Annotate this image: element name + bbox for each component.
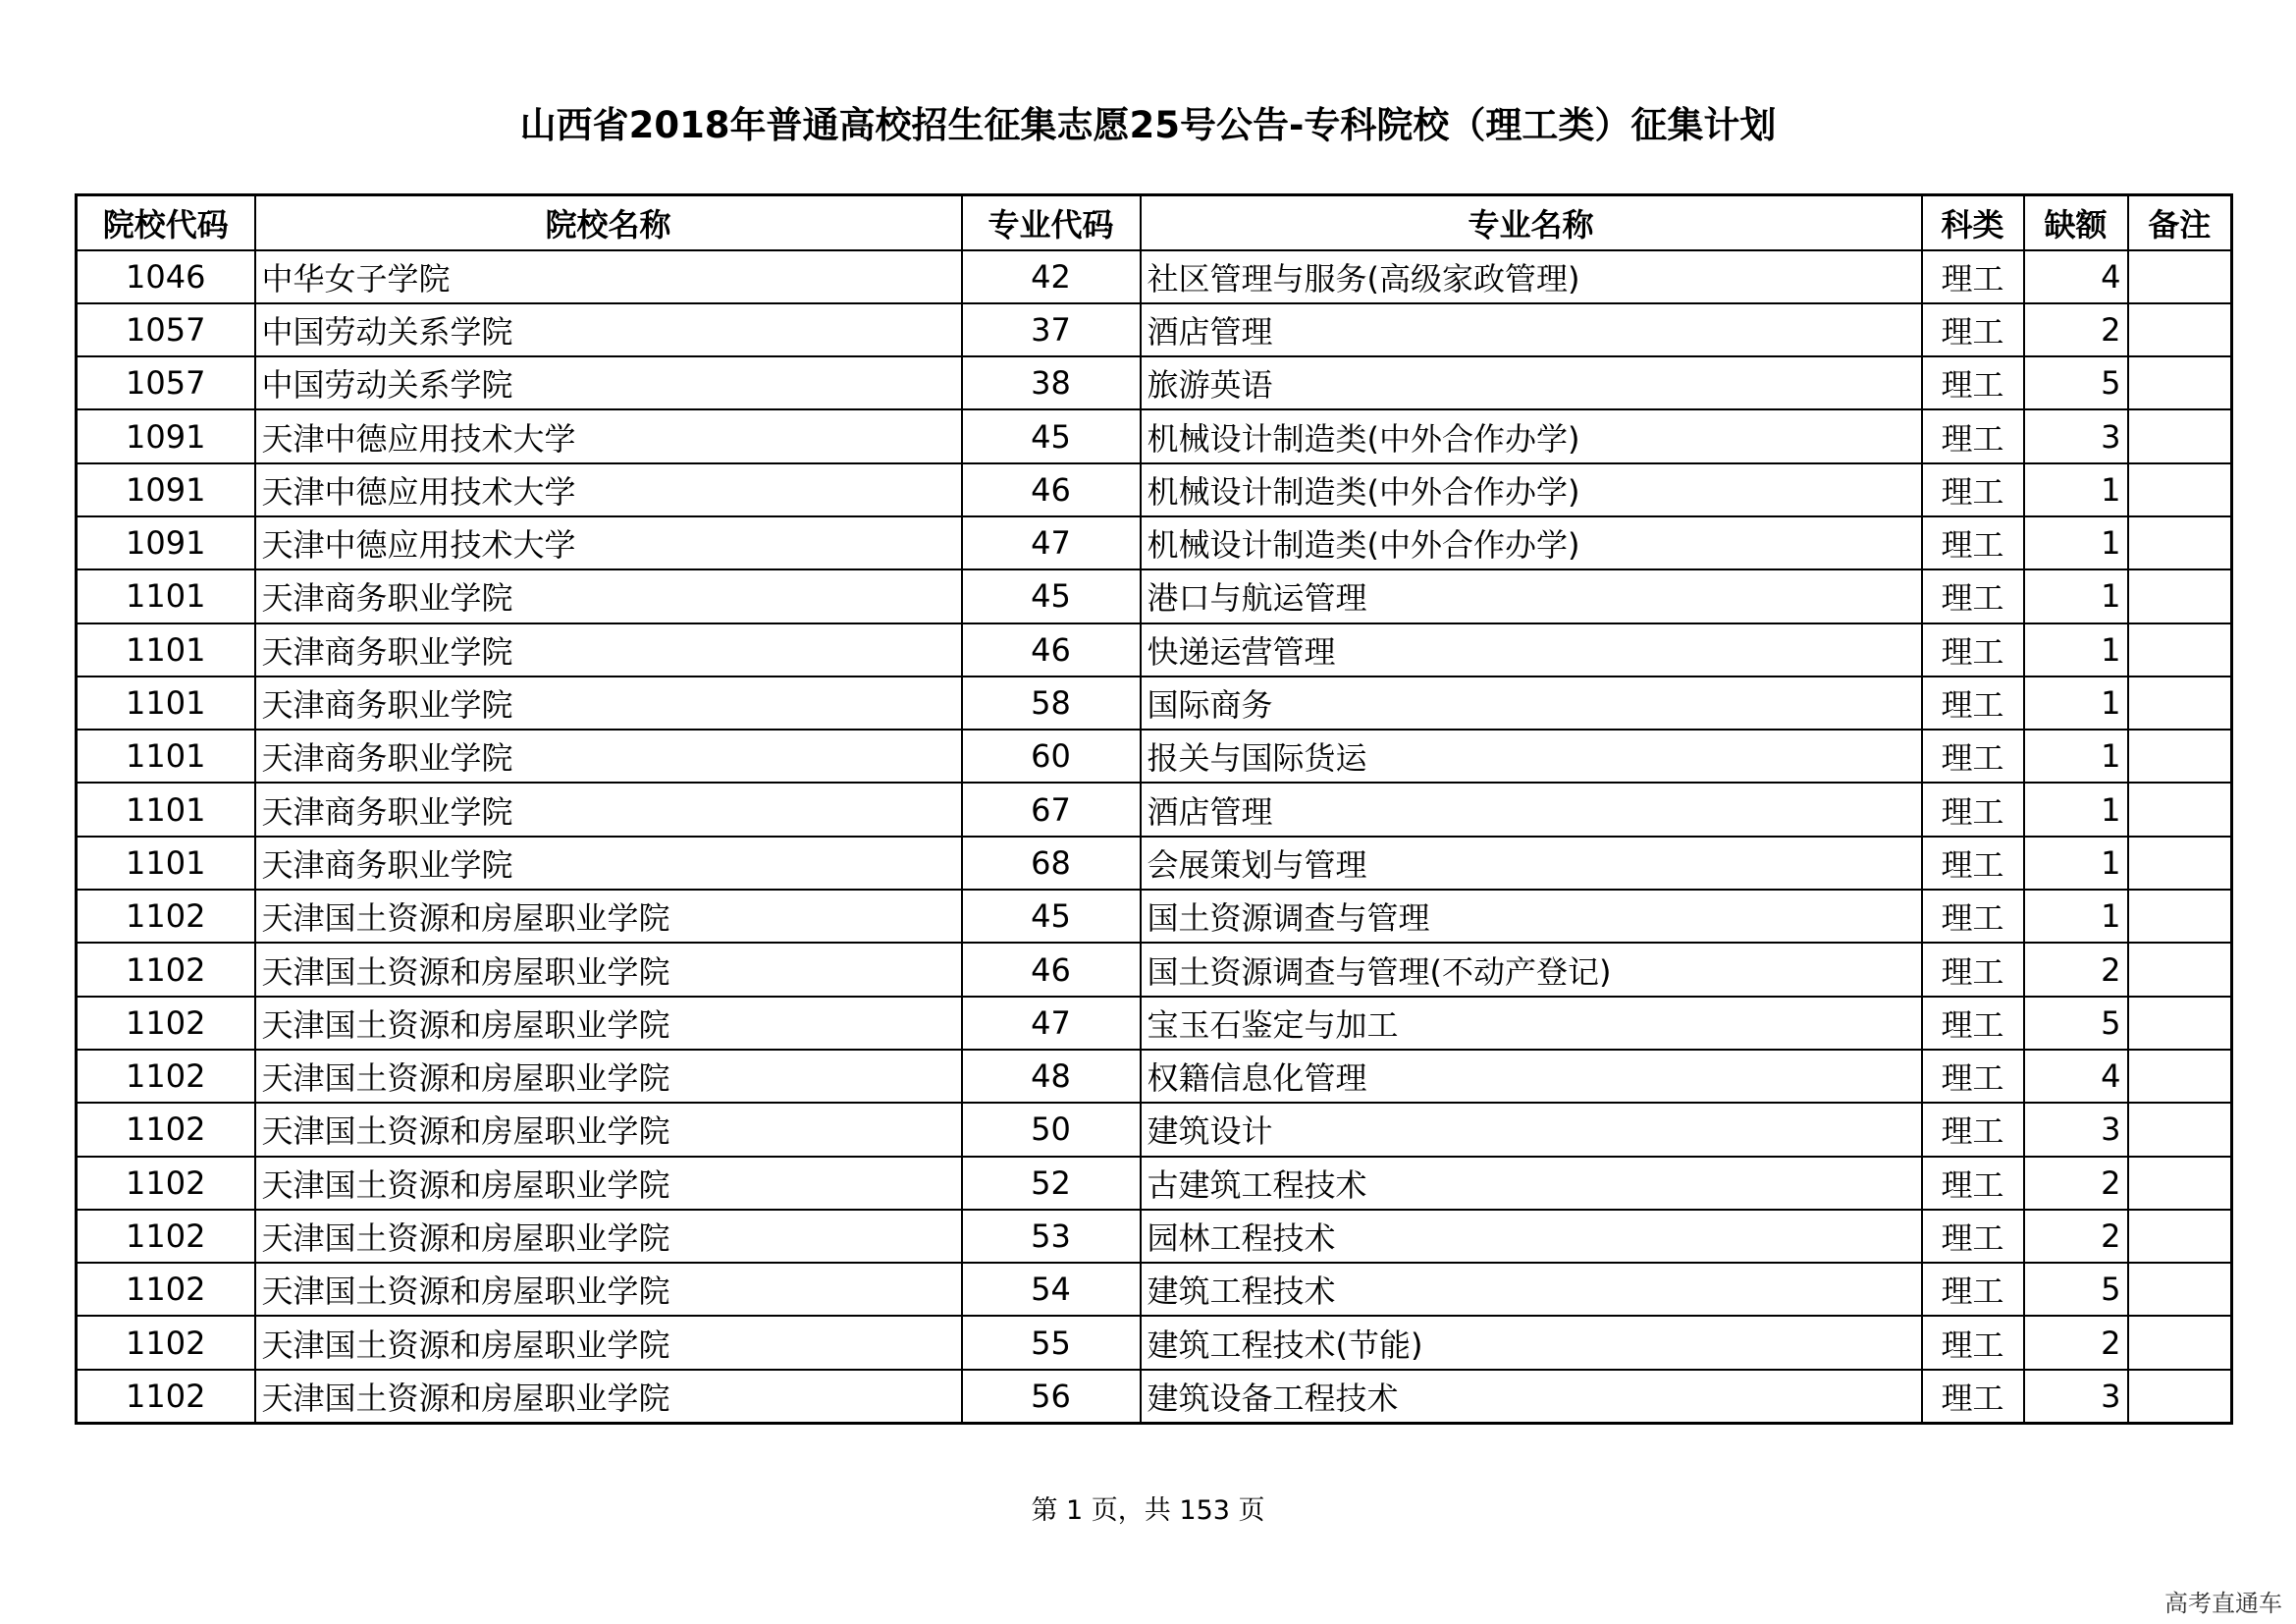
cell-major-code: 58 — [962, 677, 1141, 730]
cell-vacancy: 4 — [2024, 1050, 2128, 1103]
cell-category: 理工 — [1922, 997, 2024, 1050]
cell-school-code: 1102 — [77, 890, 255, 943]
table-row — [77, 409, 2232, 462]
cell-school-code: 1102 — [77, 1103, 255, 1156]
cell-major-name: 旅游英语 — [1141, 356, 1922, 409]
cell-vacancy: 3 — [2024, 1103, 2128, 1156]
cell-note — [2128, 1370, 2232, 1423]
column-header-school-code: 院校代码 — [77, 195, 255, 250]
cell-major-code: 46 — [962, 943, 1141, 996]
cell-vacancy: 1 — [2024, 569, 2128, 623]
cell-school-name: 天津商务职业学院 — [255, 677, 962, 730]
cell-school-name: 天津国土资源和房屋职业学院 — [255, 1370, 962, 1423]
header-row — [77, 195, 2232, 250]
cell-school-name: 天津国土资源和房屋职业学院 — [255, 1157, 962, 1210]
cell-category: 理工 — [1922, 677, 2024, 730]
cell-vacancy: 4 — [2024, 250, 2128, 303]
cell-category: 理工 — [1922, 463, 2024, 516]
cell-vacancy: 1 — [2024, 837, 2128, 890]
cell-major-name: 港口与航运管理 — [1141, 569, 1922, 623]
cell-major-code: 52 — [962, 1157, 1141, 1210]
cell-school-code: 1101 — [77, 677, 255, 730]
cell-note — [2128, 463, 2232, 516]
cell-school-name: 天津商务职业学院 — [255, 783, 962, 836]
cell-major-code: 46 — [962, 463, 1141, 516]
cell-school-name: 中国劳动关系学院 — [255, 356, 962, 409]
cell-school-code: 1091 — [77, 516, 255, 569]
cell-category: 理工 — [1922, 837, 2024, 890]
column-header-vacancy: 缺额 — [2024, 195, 2128, 250]
cell-school-name: 天津国土资源和房屋职业学院 — [255, 1210, 962, 1263]
cell-school-name: 天津国土资源和房屋职业学院 — [255, 1050, 962, 1103]
cell-school-name: 中国劳动关系学院 — [255, 303, 962, 356]
table-row — [77, 356, 2232, 409]
cell-school-code: 1101 — [77, 837, 255, 890]
table-row — [77, 1263, 2232, 1316]
table-row — [77, 997, 2232, 1050]
cell-major-name: 建筑工程技术 — [1141, 1263, 1922, 1316]
cell-school-code: 1102 — [77, 1210, 255, 1263]
cell-major-code: 38 — [962, 356, 1141, 409]
cell-note — [2128, 1263, 2232, 1316]
cell-major-name: 机械设计制造类(中外合作办学) — [1141, 409, 1922, 462]
cell-school-name: 天津中德应用技术大学 — [255, 516, 962, 569]
cell-note — [2128, 356, 2232, 409]
cell-vacancy: 2 — [2024, 1157, 2128, 1210]
cell-major-code: 67 — [962, 783, 1141, 836]
table-row — [77, 516, 2232, 569]
cell-note — [2128, 783, 2232, 836]
cell-major-code: 47 — [962, 997, 1141, 1050]
cell-school-name: 天津国土资源和房屋职业学院 — [255, 1316, 962, 1369]
table-row — [77, 783, 2232, 836]
cell-category: 理工 — [1922, 1316, 2024, 1369]
cell-major-code: 54 — [962, 1263, 1141, 1316]
cell-major-name: 酒店管理 — [1141, 783, 1922, 836]
cell-school-code: 1091 — [77, 463, 255, 516]
cell-major-name: 国土资源调查与管理(不动产登记) — [1141, 943, 1922, 996]
cell-major-name: 建筑设计 — [1141, 1103, 1922, 1156]
cell-school-name: 天津中德应用技术大学 — [255, 463, 962, 516]
cell-note — [2128, 623, 2232, 677]
cell-school-code: 1102 — [77, 997, 255, 1050]
cell-vacancy: 5 — [2024, 997, 2128, 1050]
column-header-major-name: 专业名称 — [1141, 195, 1922, 250]
cell-category: 理工 — [1922, 1210, 2024, 1263]
cell-note — [2128, 250, 2232, 303]
cell-major-code: 45 — [962, 569, 1141, 623]
cell-vacancy: 5 — [2024, 1263, 2128, 1316]
cell-major-name: 国土资源调查与管理 — [1141, 890, 1922, 943]
cell-major-name: 国际商务 — [1141, 677, 1922, 730]
cell-category: 理工 — [1922, 623, 2024, 677]
cell-category: 理工 — [1922, 516, 2024, 569]
table-header — [77, 195, 2232, 250]
cell-note — [2128, 837, 2232, 890]
cell-school-code: 1101 — [77, 783, 255, 836]
cell-vacancy: 1 — [2024, 677, 2128, 730]
cell-school-name: 天津国土资源和房屋职业学院 — [255, 997, 962, 1050]
cell-category: 理工 — [1922, 783, 2024, 836]
cell-school-code: 1046 — [77, 250, 255, 303]
cell-major-code: 56 — [962, 1370, 1141, 1423]
cell-major-name: 建筑设备工程技术 — [1141, 1370, 1922, 1423]
table-row — [77, 943, 2232, 996]
cell-major-code: 55 — [962, 1316, 1141, 1369]
cell-note — [2128, 516, 2232, 569]
cell-school-code: 1102 — [77, 1157, 255, 1210]
cell-note — [2128, 1210, 2232, 1263]
cell-vacancy: 3 — [2024, 1370, 2128, 1423]
cell-major-name: 机械设计制造类(中外合作办学) — [1141, 516, 1922, 569]
table-row — [77, 1210, 2232, 1263]
cell-major-code: 53 — [962, 1210, 1141, 1263]
cell-major-code: 68 — [962, 837, 1141, 890]
cell-school-code: 1101 — [77, 623, 255, 677]
cell-school-name: 中华女子学院 — [255, 250, 962, 303]
cell-category: 理工 — [1922, 890, 2024, 943]
cell-school-name: 天津国土资源和房屋职业学院 — [255, 890, 962, 943]
table-row — [77, 677, 2232, 730]
page-number: 第 1 页，共 153 页 — [1031, 1495, 1265, 1526]
cell-vacancy: 2 — [2024, 943, 2128, 996]
cell-school-name: 天津商务职业学院 — [255, 837, 962, 890]
table-row — [77, 303, 2232, 356]
enrollment-plan-table — [75, 193, 2233, 1425]
cell-school-name: 天津商务职业学院 — [255, 569, 962, 623]
cell-vacancy: 2 — [2024, 303, 2128, 356]
cell-major-name: 宝玉石鉴定与加工 — [1141, 997, 1922, 1050]
cell-school-code: 1102 — [77, 1316, 255, 1369]
cell-note — [2128, 303, 2232, 356]
cell-note — [2128, 569, 2232, 623]
table-row — [77, 250, 2232, 303]
cell-category: 理工 — [1922, 1370, 2024, 1423]
table-row — [77, 1157, 2232, 1210]
cell-major-name: 建筑工程技术(节能) — [1141, 1316, 1922, 1369]
cell-major-code: 50 — [962, 1103, 1141, 1156]
cell-vacancy: 5 — [2024, 356, 2128, 409]
cell-note — [2128, 1050, 2232, 1103]
column-header-major-code: 专业代码 — [962, 195, 1141, 250]
cell-category: 理工 — [1922, 943, 2024, 996]
cell-school-name: 天津国土资源和房屋职业学院 — [255, 1263, 962, 1316]
table-row — [77, 1050, 2232, 1103]
cell-school-code: 1057 — [77, 303, 255, 356]
table-row — [77, 1103, 2232, 1156]
cell-major-name: 社区管理与服务(高级家政管理) — [1141, 250, 1922, 303]
watermark: 高考直通车 — [2164, 1590, 2282, 1617]
table-row — [77, 890, 2232, 943]
table-row — [77, 569, 2232, 623]
cell-vacancy: 1 — [2024, 783, 2128, 836]
cell-category: 理工 — [1922, 730, 2024, 783]
cell-category: 理工 — [1922, 569, 2024, 623]
cell-vacancy: 1 — [2024, 730, 2128, 783]
cell-vacancy: 1 — [2024, 890, 2128, 943]
cell-major-name: 权籍信息化管理 — [1141, 1050, 1922, 1103]
cell-major-name: 报关与国际货运 — [1141, 730, 1922, 783]
cell-major-code: 37 — [962, 303, 1141, 356]
cell-vacancy: 1 — [2024, 623, 2128, 677]
cell-note — [2128, 943, 2232, 996]
cell-school-name: 天津国土资源和房屋职业学院 — [255, 1103, 962, 1156]
cell-note — [2128, 890, 2232, 943]
table-row — [77, 1370, 2232, 1423]
cell-category: 理工 — [1922, 1263, 2024, 1316]
cell-category: 理工 — [1922, 409, 2024, 462]
cell-category: 理工 — [1922, 1103, 2024, 1156]
cell-vacancy: 2 — [2024, 1210, 2128, 1263]
cell-note — [2128, 409, 2232, 462]
cell-note — [2128, 730, 2232, 783]
cell-major-name: 古建筑工程技术 — [1141, 1157, 1922, 1210]
table-row — [77, 837, 2232, 890]
cell-note — [2128, 1316, 2232, 1369]
cell-major-code: 42 — [962, 250, 1141, 303]
cell-major-code: 45 — [962, 409, 1141, 462]
cell-major-name: 酒店管理 — [1141, 303, 1922, 356]
cell-school-code: 1091 — [77, 409, 255, 462]
cell-school-name: 天津中德应用技术大学 — [255, 409, 962, 462]
cell-note — [2128, 1157, 2232, 1210]
table-row — [77, 463, 2232, 516]
cell-major-code: 48 — [962, 1050, 1141, 1103]
cell-school-name: 天津商务职业学院 — [255, 730, 962, 783]
cell-category: 理工 — [1922, 356, 2024, 409]
column-header-school-name: 院校名称 — [255, 195, 962, 250]
cell-note — [2128, 1103, 2232, 1156]
cell-major-code: 45 — [962, 890, 1141, 943]
cell-category: 理工 — [1922, 250, 2024, 303]
cell-school-code: 1101 — [77, 569, 255, 623]
cell-category: 理工 — [1922, 1157, 2024, 1210]
cell-major-code: 60 — [962, 730, 1141, 783]
cell-vacancy: 1 — [2024, 463, 2128, 516]
cell-school-code: 1057 — [77, 356, 255, 409]
table-row — [77, 730, 2232, 783]
cell-major-name: 快递运营管理 — [1141, 623, 1922, 677]
cell-vacancy: 2 — [2024, 1316, 2128, 1369]
page-title: 山西省2018年普通高校招生征集志愿25号公告-专科院校（理工类）征集计划 — [519, 104, 1777, 146]
cell-school-code: 1102 — [77, 1263, 255, 1316]
column-header-category: 科类 — [1922, 195, 2024, 250]
cell-note — [2128, 997, 2232, 1050]
cell-major-name: 园林工程技术 — [1141, 1210, 1922, 1263]
table-row — [77, 1316, 2232, 1369]
table-row — [77, 623, 2232, 677]
cell-major-code: 47 — [962, 516, 1141, 569]
table-body — [77, 250, 2232, 1424]
cell-school-name: 天津国土资源和房屋职业学院 — [255, 943, 962, 996]
cell-note — [2128, 677, 2232, 730]
cell-school-code: 1102 — [77, 1050, 255, 1103]
cell-major-name: 会展策划与管理 — [1141, 837, 1922, 890]
cell-school-code: 1102 — [77, 943, 255, 996]
cell-school-code: 1102 — [77, 1370, 255, 1423]
cell-major-name: 机械设计制造类(中外合作办学) — [1141, 463, 1922, 516]
column-header-note: 备注 — [2128, 195, 2232, 250]
cell-category: 理工 — [1922, 303, 2024, 356]
cell-major-code: 46 — [962, 623, 1141, 677]
cell-school-name: 天津商务职业学院 — [255, 623, 962, 677]
cell-vacancy: 3 — [2024, 409, 2128, 462]
cell-vacancy: 1 — [2024, 516, 2128, 569]
cell-school-code: 1101 — [77, 730, 255, 783]
cell-category: 理工 — [1922, 1050, 2024, 1103]
